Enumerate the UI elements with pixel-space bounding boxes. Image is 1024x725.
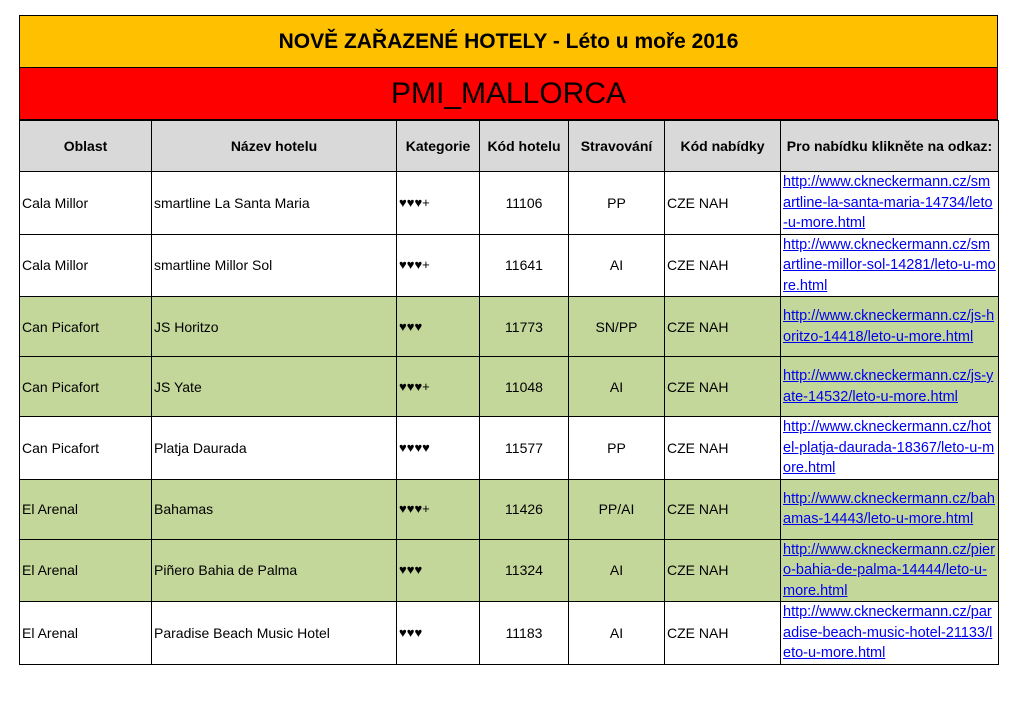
cell-category: ♥♥♥♥	[397, 417, 480, 480]
table-row	[20, 479, 999, 539]
cell-category: ♥♥♥+	[397, 357, 480, 417]
cell-hotel-code: 11106	[480, 172, 569, 235]
cell-hotel-code: 11324	[480, 539, 569, 602]
cell-area: Can Picafort	[20, 297, 152, 357]
cell-category: ♥♥♥	[397, 602, 480, 665]
cell-board: PP	[569, 417, 665, 480]
cell-hotel-code: 11641	[480, 234, 569, 297]
cell-board: AI	[569, 234, 665, 297]
cell-hotel-code: 11577	[480, 417, 569, 480]
cell-link	[781, 357, 999, 417]
cell-offer-code: CZE NAH	[665, 539, 781, 602]
cell-offer-code: CZE NAH	[665, 172, 781, 235]
cell-category: ♥♥♥+	[397, 479, 480, 539]
cell-board: AI	[569, 539, 665, 602]
column-header-code: Kód hotelu	[480, 121, 569, 172]
page-title: NOVĚ ZAŘAZENÉ HOTELY - Léto u moře 2016	[19, 15, 998, 68]
cell-hotel-name: JS Horitzo	[152, 297, 397, 357]
cell-category: ♥♥♥+	[397, 172, 480, 235]
table-row	[20, 602, 999, 665]
cell-link	[781, 479, 999, 539]
table-header-row	[20, 121, 999, 172]
cell-hotel-code: 11048	[480, 357, 569, 417]
cell-area: El Arenal	[20, 479, 152, 539]
cell-link	[781, 172, 999, 235]
cell-offer-code: CZE NAH	[665, 479, 781, 539]
cell-link	[781, 417, 999, 480]
column-header-hotel: Název hotelu	[152, 121, 397, 172]
cell-hotel-name: smartline La Santa Maria	[152, 172, 397, 235]
cell-category: ♥♥♥	[397, 297, 480, 357]
cell-board: SN/PP	[569, 297, 665, 357]
cell-board: PP	[569, 172, 665, 235]
cell-hotel-name: Bahamas	[152, 479, 397, 539]
column-header-link: Pro nabídku klikněte na odkaz:	[781, 121, 999, 172]
offer-link[interactable]: http://www.ckneckermann.cz/js-horitzo-14418/leto-u-more.html	[783, 308, 995, 345]
cell-offer-code: CZE NAH	[665, 234, 781, 297]
cell-hotel-name: Platja Daurada	[152, 417, 397, 480]
cell-hotel-code: 11183	[480, 602, 569, 665]
cell-offer-code: CZE NAH	[665, 417, 781, 480]
cell-category: ♥♥♥+	[397, 234, 480, 297]
offer-link[interactable]: http://www.ckneckermann.cz/piero-bahia-de-palma-14444/leto-u-more.html	[783, 541, 995, 599]
cell-hotel-name: Piñero Bahia de Palma	[152, 539, 397, 602]
table-row	[20, 172, 999, 235]
cell-board: AI	[569, 602, 665, 665]
table-row	[20, 417, 999, 480]
cell-area: Can Picafort	[20, 417, 152, 480]
offer-link[interactable]: http://www.ckneckermann.cz/hotel-platja-daurada-18367/leto-u-more.html	[783, 419, 995, 476]
offer-link[interactable]: http://www.ckneckermann.cz/paradise-beach-music-hotel-21133/leto-u-more.html	[783, 604, 993, 661]
cell-area: El Arenal	[20, 602, 152, 665]
cell-hotel-name: JS Yate	[152, 357, 397, 417]
cell-link	[781, 297, 999, 357]
region-title: PMI_MALLORCA	[19, 68, 998, 120]
offer-link[interactable]: http://www.ckneckermann.cz/smartline-la-santa-maria-14734/leto-u-more.html	[783, 174, 993, 231]
table-row	[20, 234, 999, 297]
cell-category: ♥♥♥	[397, 539, 480, 602]
table-row	[20, 539, 999, 602]
cell-area: Can Picafort	[20, 357, 152, 417]
cell-hotel-name: smartline Millor Sol	[152, 234, 397, 297]
column-header-area: Oblast	[20, 121, 152, 172]
cell-offer-code: CZE NAH	[665, 602, 781, 665]
cell-hotel-code: 11773	[480, 297, 569, 357]
cell-offer-code: CZE NAH	[665, 297, 781, 357]
table-row	[20, 297, 999, 357]
cell-link	[781, 234, 999, 297]
offer-link[interactable]: http://www.ckneckermann.cz/smartline-millor-sol-14281/leto-u-more.html	[783, 236, 996, 294]
cell-area: Cala Millor	[20, 172, 152, 235]
cell-hotel-code: 11426	[480, 479, 569, 539]
cell-area: El Arenal	[20, 539, 152, 602]
spreadsheet	[19, 15, 998, 665]
cell-link	[781, 602, 999, 665]
hotel-table	[19, 120, 999, 665]
column-header-board: Stravování	[569, 121, 665, 172]
offer-link[interactable]: http://www.ckneckermann.cz/js-yate-14532/leto-u-more.html	[783, 368, 994, 405]
column-header-category: Kategorie	[397, 121, 480, 172]
column-header-offer: Kód nabídky	[665, 121, 781, 172]
cell-offer-code: CZE NAH	[665, 357, 781, 417]
cell-link	[781, 539, 999, 602]
cell-hotel-name: Paradise Beach Music Hotel	[152, 602, 397, 665]
cell-board: AI	[569, 357, 665, 417]
offer-link[interactable]: http://www.ckneckermann.cz/bahamas-14443/leto-u-more.html	[783, 490, 995, 527]
table-row	[20, 357, 999, 417]
cell-board: PP/AI	[569, 479, 665, 539]
cell-area: Cala Millor	[20, 234, 152, 297]
